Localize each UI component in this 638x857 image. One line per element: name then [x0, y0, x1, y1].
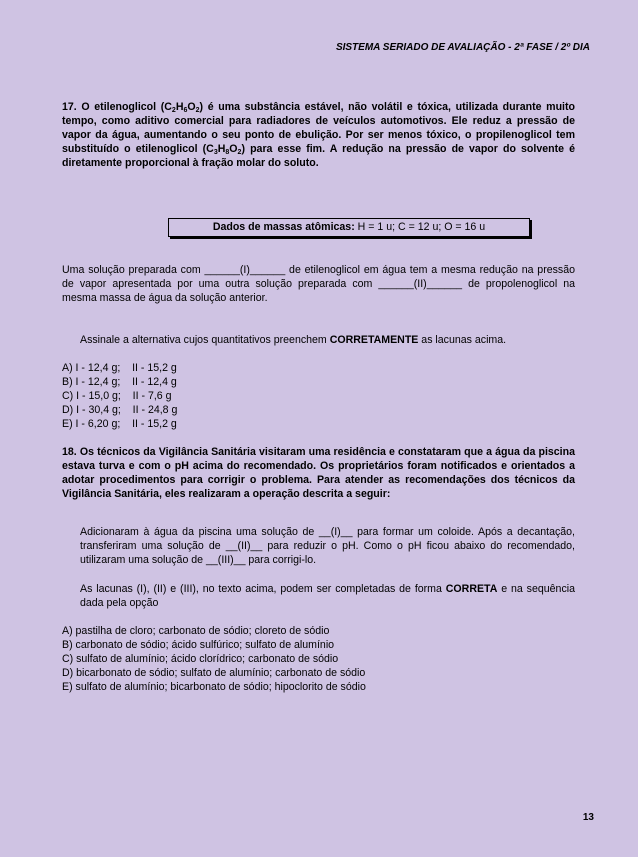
- option-a[interactable]: A) I - 12,4 g; II - 15,2 g: [62, 362, 177, 374]
- question-17-number: 17.: [62, 101, 77, 113]
- question-18-instruction: As lacunas (I), (II) e (III), no texto acima, podem ser completadas de forma CORRETA e na sequência dada pela opção: [80, 583, 575, 609]
- question-17-instruction: Assinale a alternativa cujos quantitativos preenchem CORRETAMENTE as lacunas acima.: [80, 334, 507, 346]
- option-c[interactable]: C) sulfato de alumínio; ácido clorídrico; carbonato de sódio: [62, 653, 339, 666]
- option-d[interactable]: D) I - 30,4 g; II - 24,8 g: [62, 404, 178, 417]
- question-17-text: O etilenoglicol $(C_2H_6O_2)$ é uma substância estável, não volátil e tóxica, utilizada durante muito tempo, como aditivo comercial para radiadores de veículos automotivos. Ele reduz a pressão de vapor da água, aumentando o seu ponto de ebulição. Por ser menos tóxico, o propilenoglicol tem substituído o etilenoglicol $(C_3H_8O_2)$ para esse fim. A redução na pressão de vapor do solvente é diretamente proporcional à fração molar do soluto.: [62, 101, 575, 169]
- page-number: 13: [582, 812, 594, 823]
- option-e[interactable]: E) I - 6,20 g; II - 15,2 g: [62, 418, 177, 431]
- atomic-mass-label: Dados de massas atômicas:: [212, 221, 355, 233]
- page-header: SISTEMA SERIADO DE AVALIAÇÃO - 2ª FASE / 2º DIA: [335, 42, 590, 53]
- option-d[interactable]: D) bicarbonato de sódio; sulfato de alumínio; carbonato de sódio: [62, 667, 366, 680]
- question-17-options: [62, 361, 177, 431]
- option-a[interactable]: A) pastilha de cloro; carbonato de sódio; cloreto de sódio: [62, 625, 330, 637]
- atomic-mass-values: H = 1 u; C = 12 u; O = 16 u: [354, 221, 486, 233]
- question-18-number: 18.: [62, 446, 77, 458]
- question-18-options: [62, 624, 366, 694]
- question-18-text: Os técnicos da Vigilância Sanitária visitaram uma residência e constataram que a água da piscina estava turva e com o pH acima do recomendado. Os proprietários foram notificados e orientados a adotar procedimentos para corrigir o problema. Para atender as recomendações dos técnicos da Vigilância Sanitária, eles realizaram a operação descrita a seguir:: [62, 446, 575, 500]
- question-17-paragraph: Uma solução preparada com ______(I)______ de etilenoglicol em água tem a mesma redução na pressão de vapor apresentada por uma outra solução preparada com ______(II)______ de propolenoglicol na mesma massa de água da solução anterior.: [62, 264, 575, 304]
- question-18-statement: [62, 445, 575, 501]
- question-17-statement: [62, 100, 575, 170]
- option-c[interactable]: C) I - 15,0 g; II - 7,6 g: [62, 390, 172, 403]
- question-18-paragraph: Adicionaram à água da piscina uma solução de __(I)__ para formar um coloide. Após a decantação, transferiram uma solução de __(II)__ para reduzir o pH. Como o pH ficou abaixo do recomendado, utilizaram uma solução de __(III)__ para corrigi-lo.: [80, 526, 575, 566]
- atomic-mass-data-box: [168, 218, 530, 237]
- option-e[interactable]: E) sulfato de alumínio; bicarbonato de sódio; hipoclorito de sódio: [62, 681, 366, 694]
- option-b[interactable]: B) carbonato de sódio; ácido sulfúrico; sulfato de alumínio: [62, 639, 335, 652]
- option-b[interactable]: B) I - 12,4 g; II - 12,4 g: [62, 376, 177, 389]
